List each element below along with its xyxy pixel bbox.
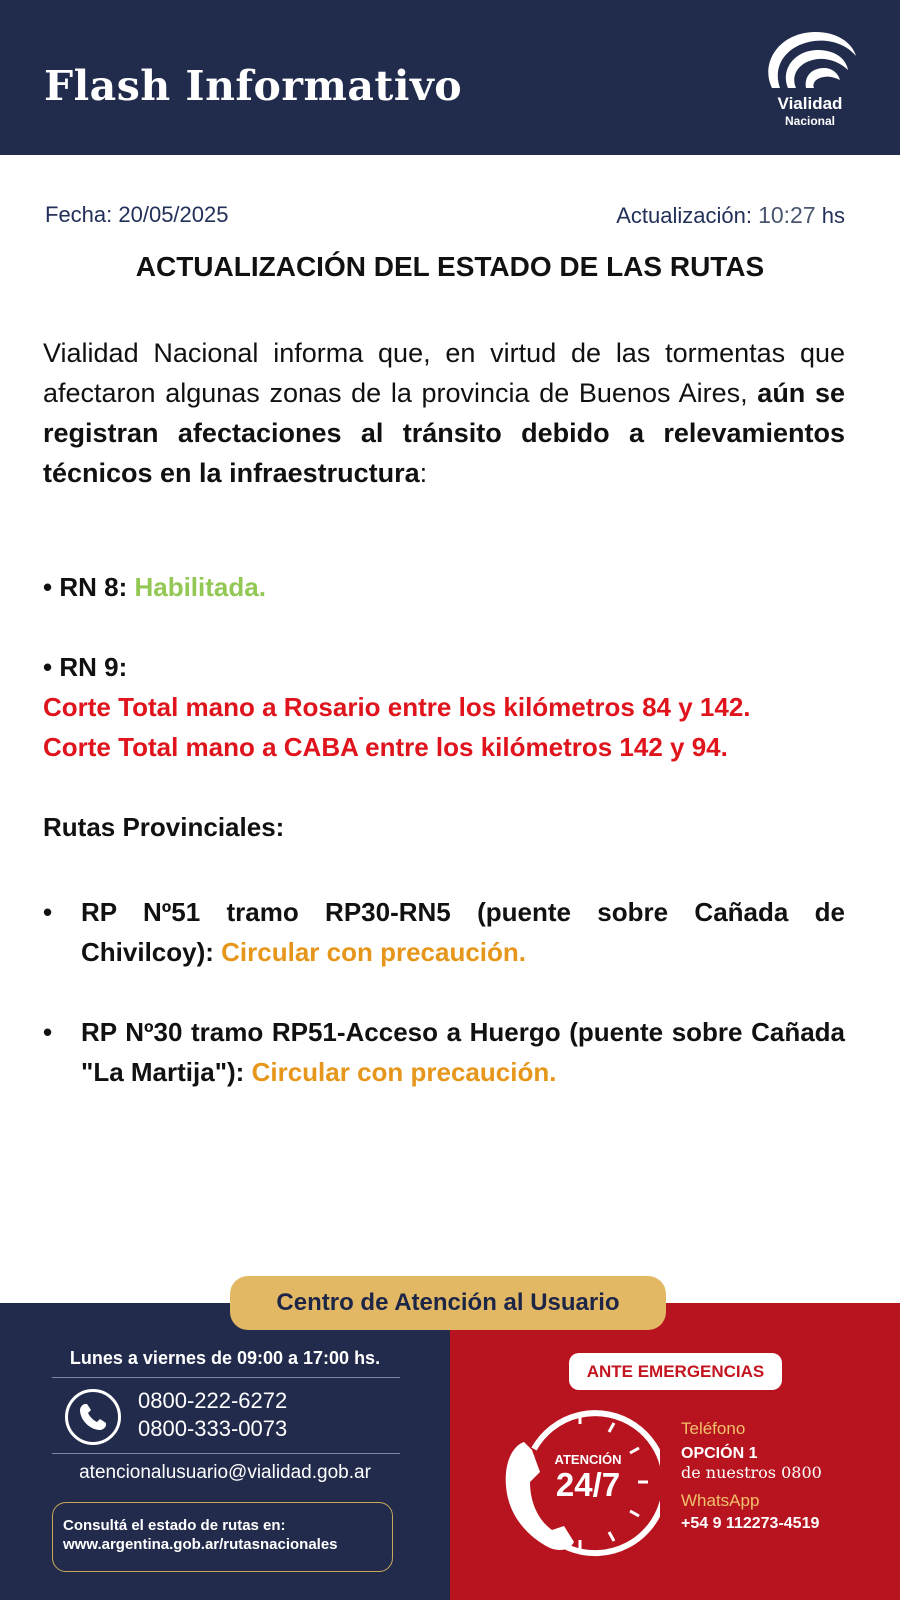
routes-info-label: Consultá el estado de rutas en: bbox=[63, 1517, 286, 1534]
route-rn9-label: • RN 9: bbox=[43, 652, 128, 682]
rp51-description: RP Nº51 tramo RP30-RN5 (puente sobre Cañada de Chivilcoy): bbox=[81, 897, 845, 967]
rn9-closure-rosario: Corte Total mano a Rosario entre los kilómetros 84 y 142. bbox=[43, 692, 751, 722]
intro-paragraph bbox=[43, 333, 845, 493]
divider bbox=[52, 1453, 400, 1454]
rn8-status: Habilitada. bbox=[134, 572, 266, 602]
header-banner bbox=[0, 0, 900, 155]
phone-number-2[interactable]: 0800-333-0073 bbox=[138, 1416, 288, 1441]
date-label: Fecha: 20/05/2025 bbox=[45, 202, 229, 227]
option-detail: de nuestros 0800 bbox=[681, 1463, 822, 1482]
update-time: 10:27 bbox=[758, 202, 816, 228]
rp30-description: RP Nº30 tramo RP51-Acceso a Huergo (puente sobre Cañada "La Martija"): bbox=[81, 1017, 845, 1087]
option-label: OPCIÓN 1 bbox=[681, 1445, 758, 1462]
update-unit: hs bbox=[821, 203, 845, 228]
office-hours: Lunes a viernes de 09:00 a 17:00 hs. bbox=[69, 1348, 381, 1368]
intro-end: : bbox=[419, 458, 428, 488]
phone-number-1[interactable]: 0800-222-6272 bbox=[138, 1388, 288, 1413]
attention-label: ATENCIÓN bbox=[554, 1452, 622, 1467]
divider bbox=[52, 1377, 400, 1378]
routes-info-url[interactable]: www.argentina.gob.ar/rutasnacionales bbox=[63, 1536, 338, 1553]
whatsapp-number[interactable]: +54 9 112273-4519 bbox=[681, 1515, 820, 1532]
intro-bold: aún se registran afectaciones al tránsito debido a relevamientos técnicos en la infraestructura bbox=[43, 378, 845, 488]
attention-hours: 24/7 bbox=[555, 1466, 621, 1503]
telephone-label: Teléfono bbox=[681, 1419, 746, 1438]
update-info bbox=[616, 202, 845, 229]
rp30-status: Circular con precaución. bbox=[251, 1057, 557, 1087]
page-title: Flash Informativo bbox=[44, 62, 463, 110]
provincial-item-text bbox=[81, 1012, 845, 1092]
route-rn8 bbox=[43, 572, 266, 603]
provincial-item bbox=[43, 892, 845, 972]
main-heading: ACTUALIZACIÓN DEL ESTADO DE LAS RUTAS bbox=[135, 251, 765, 282]
logo-text-vialidad: Vialidad bbox=[777, 94, 843, 113]
vialidad-logo bbox=[760, 26, 860, 136]
update-label: Actualización: bbox=[616, 203, 752, 228]
bullet: • bbox=[43, 1017, 53, 1047]
provincial-item bbox=[43, 1012, 845, 1092]
emergency-badge: ANTE EMERGENCIAS bbox=[569, 1353, 782, 1390]
road-swirl-icon bbox=[760, 26, 860, 96]
phone-icon bbox=[65, 1389, 121, 1445]
intro-plain: Vialidad Nacional informa que, en virtud de las tormentas que afectaron algunas zonas de la provincia de Buenos Aires, bbox=[43, 338, 845, 408]
rn9-closure-caba: Corte Total mano a CABA entre los kilómetros 142 y 94. bbox=[43, 732, 728, 762]
whatsapp-label: WhatsApp bbox=[681, 1491, 760, 1510]
bullet: • bbox=[43, 897, 53, 927]
user-service-badge: Centro de Atención al Usuario bbox=[230, 1276, 666, 1330]
routes-info-box bbox=[52, 1502, 393, 1572]
logo-text-nacional: Nacional bbox=[784, 114, 835, 128]
contact-email[interactable]: atencionalusuario@vialidad.gob.ar bbox=[79, 1462, 371, 1483]
meta-row bbox=[45, 202, 845, 232]
provincial-item-text bbox=[81, 892, 845, 972]
provincial-heading: Rutas Provinciales: bbox=[43, 812, 285, 842]
rn8-label: • RN 8: bbox=[43, 572, 128, 602]
rp51-status: Circular con precaución. bbox=[221, 937, 527, 967]
